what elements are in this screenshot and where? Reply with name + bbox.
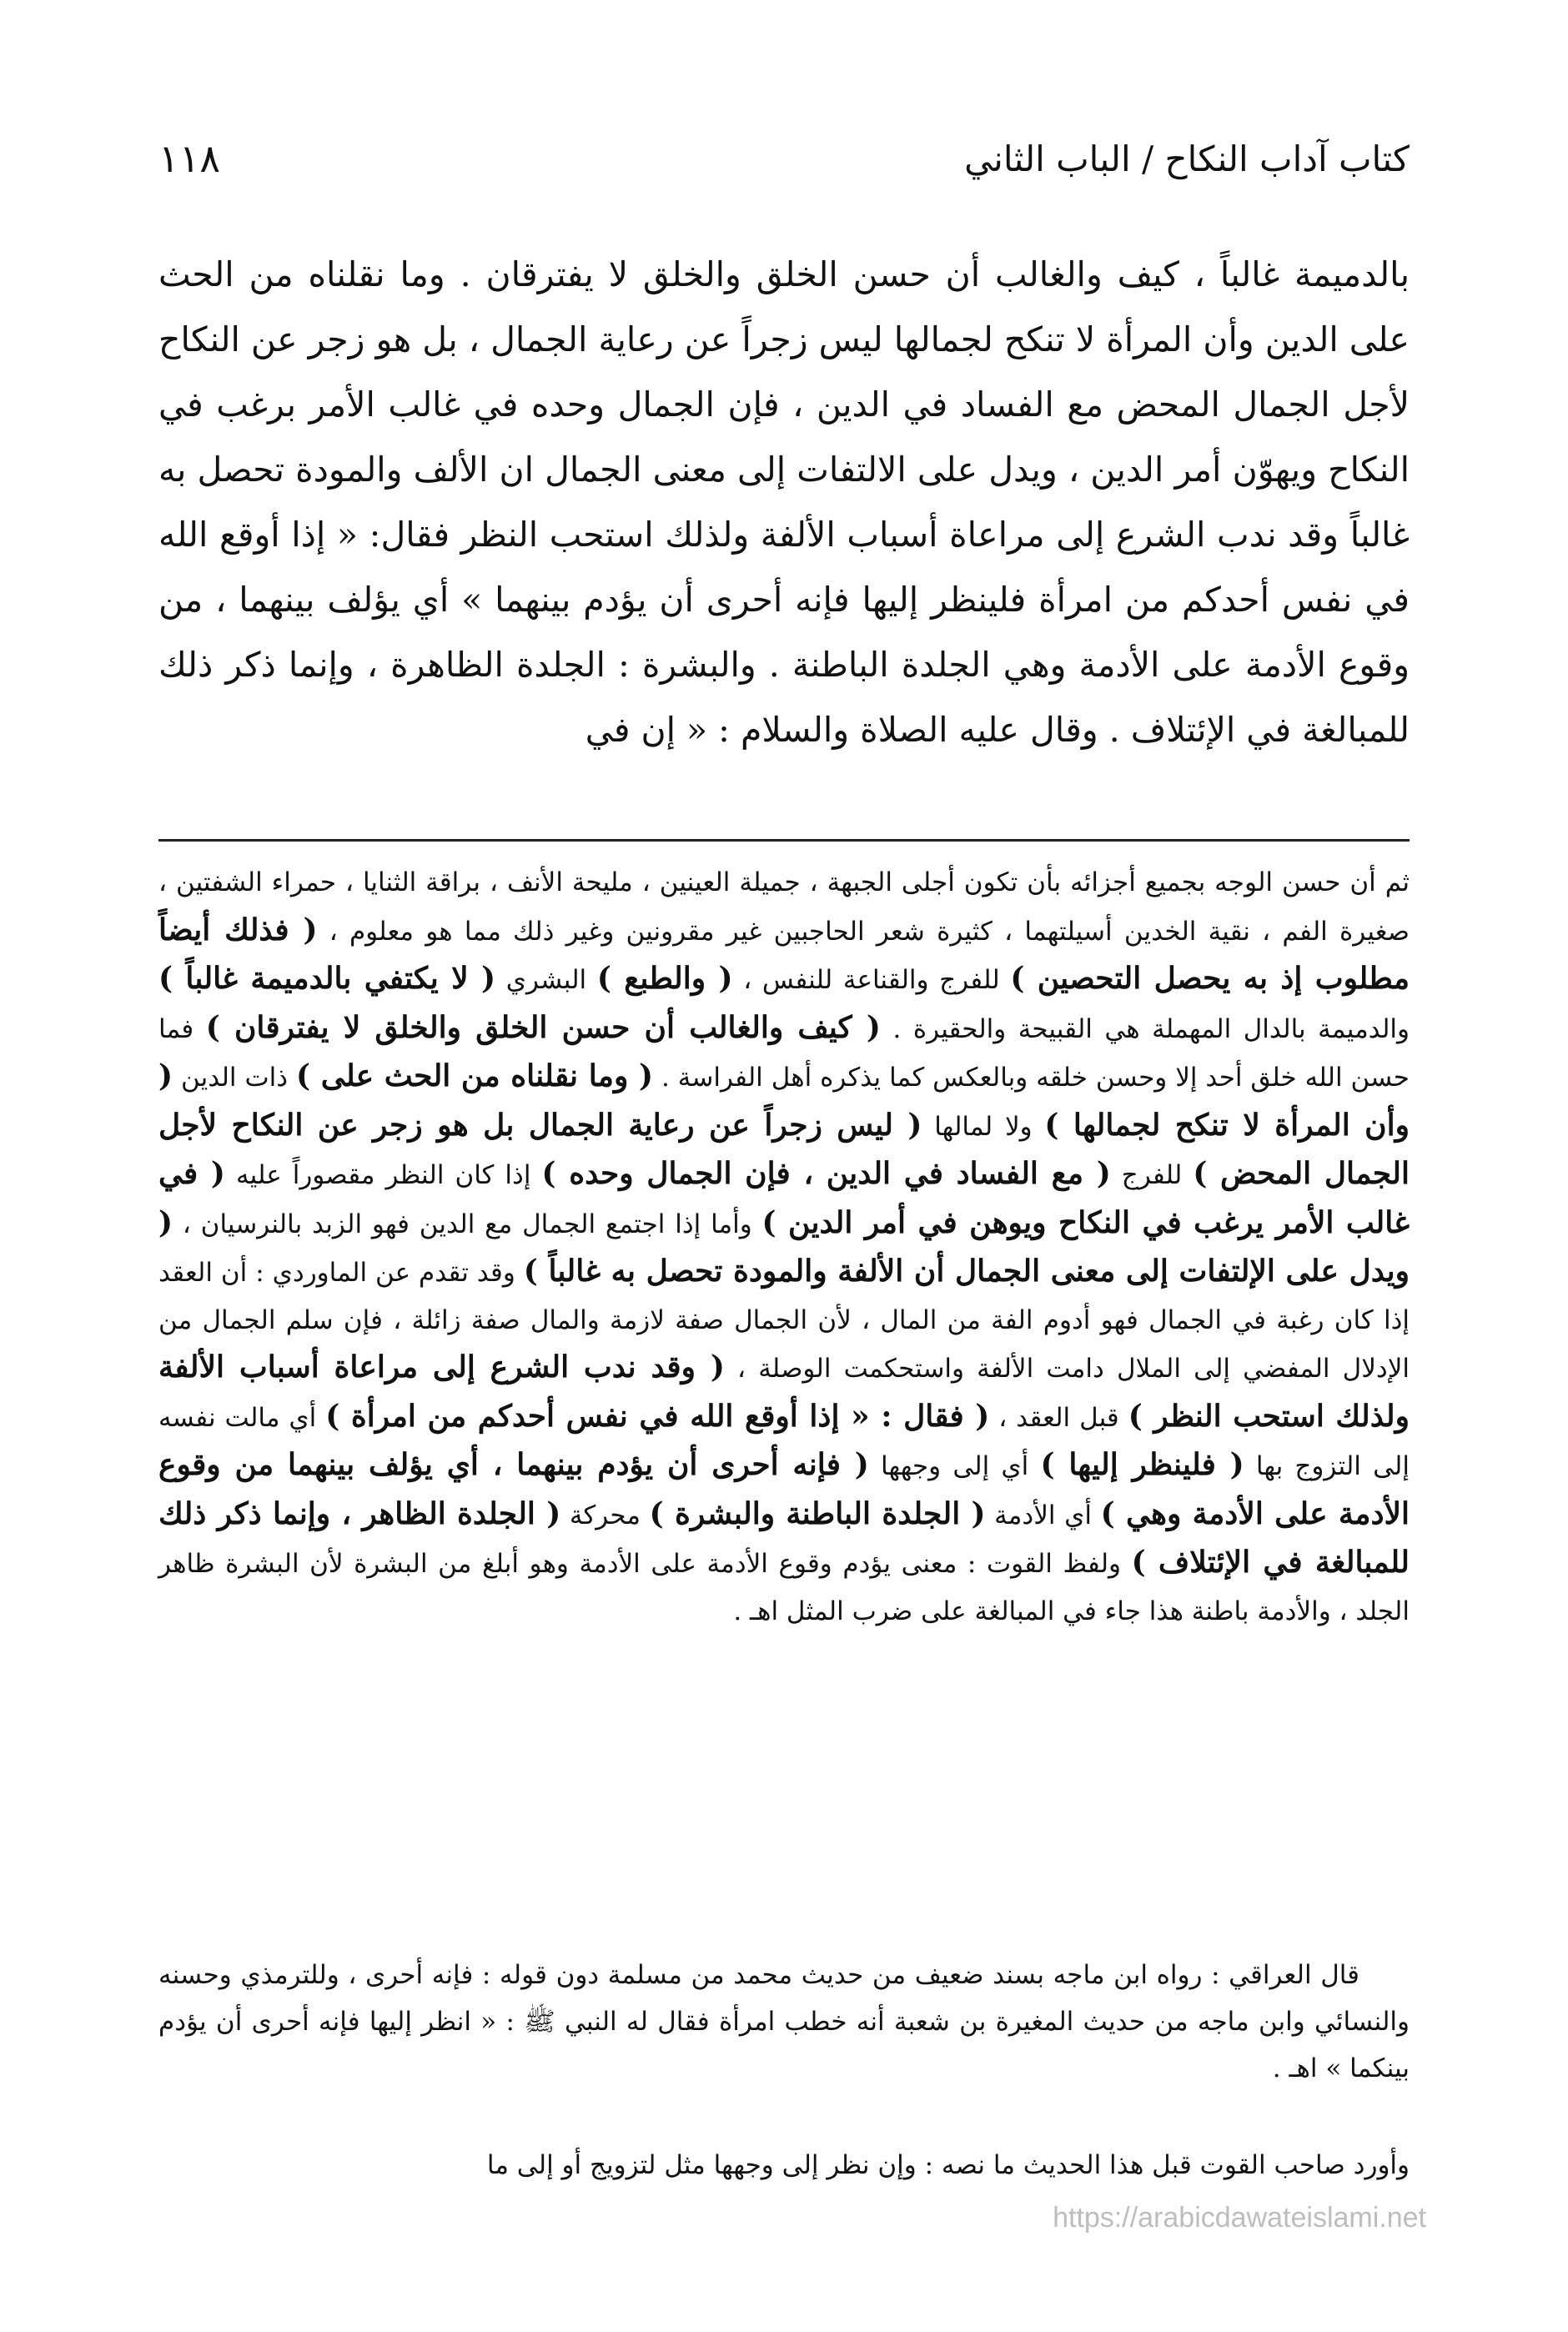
commentary-text: والدميمة بالدال المهملة هي القبيحة والحقيرة . [880, 1013, 1410, 1044]
commentary-text: إذا كان النظر مقصوراً عليه [224, 1160, 542, 1190]
commentary-quote-bold: ( كيف والغالب أن حسن الخلق والخلق لا يفترقان ) [205, 1009, 881, 1045]
commentary-quote-bold: ( الجلدة الظاهر ، وإنما ذكر ذلك للمبالغة في الإئتلاف ) [158, 1495, 1410, 1580]
commentary-quote-bold: ( ويدل على الإلتفات إلى معنى الجمال أن الألفة والمودة تحصل به غالباً ) [158, 1204, 1410, 1289]
commentary-block [158, 859, 1410, 1635]
page-header [158, 132, 1410, 185]
commentary-text: ولفظ القوت : معنى يؤدم وقوع الأدمة على الأدمة وهو أبلغ من البشرة لأن البشرة ظاهر الجلد ، والأدمة باطنة هذا جاء في المبالغة على ضرب المثل اهـ . [158, 1549, 1410, 1626]
commentary-quote-bold: ( وأن المرأة لا تنكح لجمالها ) [158, 1058, 1410, 1143]
commentary-text: وقد تقدم عن الماوردي : أن العقد إذا كان رغبة في الجمال فهو أدوم الفة من المال ، لأن الجمال صفة لازمة والمال صفة زائلة ، فإن سلم الجمال من الإدلال المفضي إلى الملال دامت الألفة واستحكمت الوصلة ، [158, 1258, 1410, 1384]
footnote-qut [158, 2142, 1410, 2189]
running-title: كتاب آداب النكاح / الباب الثاني [964, 138, 1410, 179]
commentary-quote-bold: ( وما نقلناه من الحث على ) [296, 1058, 653, 1093]
watermark-url: https://arabicdawateislami.net [1053, 2202, 1426, 2234]
commentary-paragraph [158, 859, 1410, 1635]
page-number: ١١٨ [158, 136, 221, 181]
commentary-text: قبل العقد ، [989, 1402, 1128, 1433]
commentary-text: فما حسن الله خلق أحد إلا وحسن خلقه وبالعكس كما يذكره أهل الفراسة . [158, 1013, 1410, 1093]
commentary-text: ولا لمالها [922, 1111, 1045, 1142]
commentary-quote-bold: ( الجلدة الباطنة والبشرة ) [649, 1495, 986, 1531]
commentary-quote-bold: ( ليس زجراً عن رعاية الجمال بل هو زجر عن النكاح لأجل الجمال المحض ) [158, 1107, 1410, 1191]
footnote-iraqi [158, 1952, 1410, 2092]
main-text-block [158, 242, 1410, 762]
commentary-text: البشري [495, 965, 597, 995]
commentary-quote-bold: ( وقد ندب الشرع إلى مراعاة أسباب الألفة ولذلك استحب النظر ) [158, 1349, 1410, 1434]
main-paragraph: بالدميمة غالباً ، كيف والغالب أن حسن الخلق والخلق لا يفترقان . وما نقلناه من الحث على الدين وأن المرأة لا تنكح لجمالها ليس زجراً عن رعاية الجمال ، بل هو زجر عن النكاح لأجل الجمال المحض مع الفساد في الدين ، فإن الجمال وحده في غالب الأمر برغب في النكاح ويهوّن أمر الدين ، ويدل على الالتفات إلى معنى الجمال ان الألف والمودة تحصل به غالباً وقد ندب الشرع إلى مراعاة أسباب الألفة ولذلك استحب النظر فقال: « إذا أوقع الله في نفس أحدكم من امرأة فلينظر إليها فإنه أحرى أن يؤدم بينهما » أي يؤلف بينهما ، من وقوع الأدمة على الأدمة وهي الجلدة الباطنة . والبشرة : الجلدة الظاهرة ، وإنما ذكر ذلك للمبالغة في الإئتلاف . وقال عليه الصلاة والسلام : « إن في [158, 254, 1410, 750]
commentary-quote-bold: ( في غالب الأمر يرغب في النكاح ويوهن في أمر الدين ) [158, 1156, 1410, 1240]
commentary-text: ثم أن حسن الوجه بجميع أجزائه بأن تكون أجلى الجبهة ، جميلة العينين ، مليحة الأنف ، براقة الثنايا ، حمراء الشفتين ، صغيرة الفم ، نقية الخدين أسيلتهما ، كثيرة شعر الحاجبين غير مقرونين وغير ذلك مما هو معلوم ، [158, 867, 1410, 947]
footnote-text: قال العراقي : رواه ابن ماجه بسند ضعيف من حديث محمد من مسلمة دون قوله : فإنه أحرى ، وللترمذي وحسنه والنسائي وابن ماجه من حديث المغيرة بن شعبة أنه خطب امرأة فقال له النبي ﷺ : « انظر إليها فإنه أحرى أن يؤدم بينكما » اهـ . [158, 1960, 1410, 2083]
commentary-text: أي إلى وجهها [868, 1451, 1041, 1481]
commentary-text: أي الأدمة [985, 1500, 1101, 1530]
commentary-quote-bold: ( فقال : « إذا أوقع الله في نفس أحدكم من امرأة ) [325, 1398, 990, 1434]
commentary-quote-bold: ( فذلك أيضاً مطلوب إذ به يحصل التحصين ) [158, 912, 1410, 996]
footnote-text: وأورد صاحب القوت قبل هذا الحديث ما نصه : وإن نظر إلى وجهها مثل لتزويج أو إلى ما [486, 2150, 1410, 2180]
commentary-text: محركة [560, 1500, 650, 1530]
commentary-quote-bold: ( والطبع ) [596, 961, 733, 996]
commentary-quote-bold: ( فلينظر إليها ) [1040, 1447, 1244, 1482]
commentary-quote-bold: ( مع الفساد في الدين ، فإن الجمال وحده ) [541, 1156, 1111, 1191]
commentary-quote-bold: ( لا يكتفي بالدميمة غالباً ) [158, 961, 496, 996]
commentary-quote-bold: ( فإنه أحرى أن يؤدم بينهما ، أي يؤلف بينهما من وقوع الأدمة على الأدمة وهي ) [158, 1447, 1410, 1531]
commentary-text: أي مالت نفسه إلى التزوج بها [158, 1402, 1410, 1481]
commentary-text: للفرج [1110, 1160, 1194, 1190]
commentary-text: وأما إذا اجتمع الجمال مع الدين فهو الزبد بالنرسيان ، [173, 1209, 762, 1239]
footnote-divider [158, 839, 1410, 842]
commentary-text: ذات الدين [173, 1063, 297, 1093]
commentary-text: للفرج والقناعة للنفس ، [732, 965, 1011, 995]
